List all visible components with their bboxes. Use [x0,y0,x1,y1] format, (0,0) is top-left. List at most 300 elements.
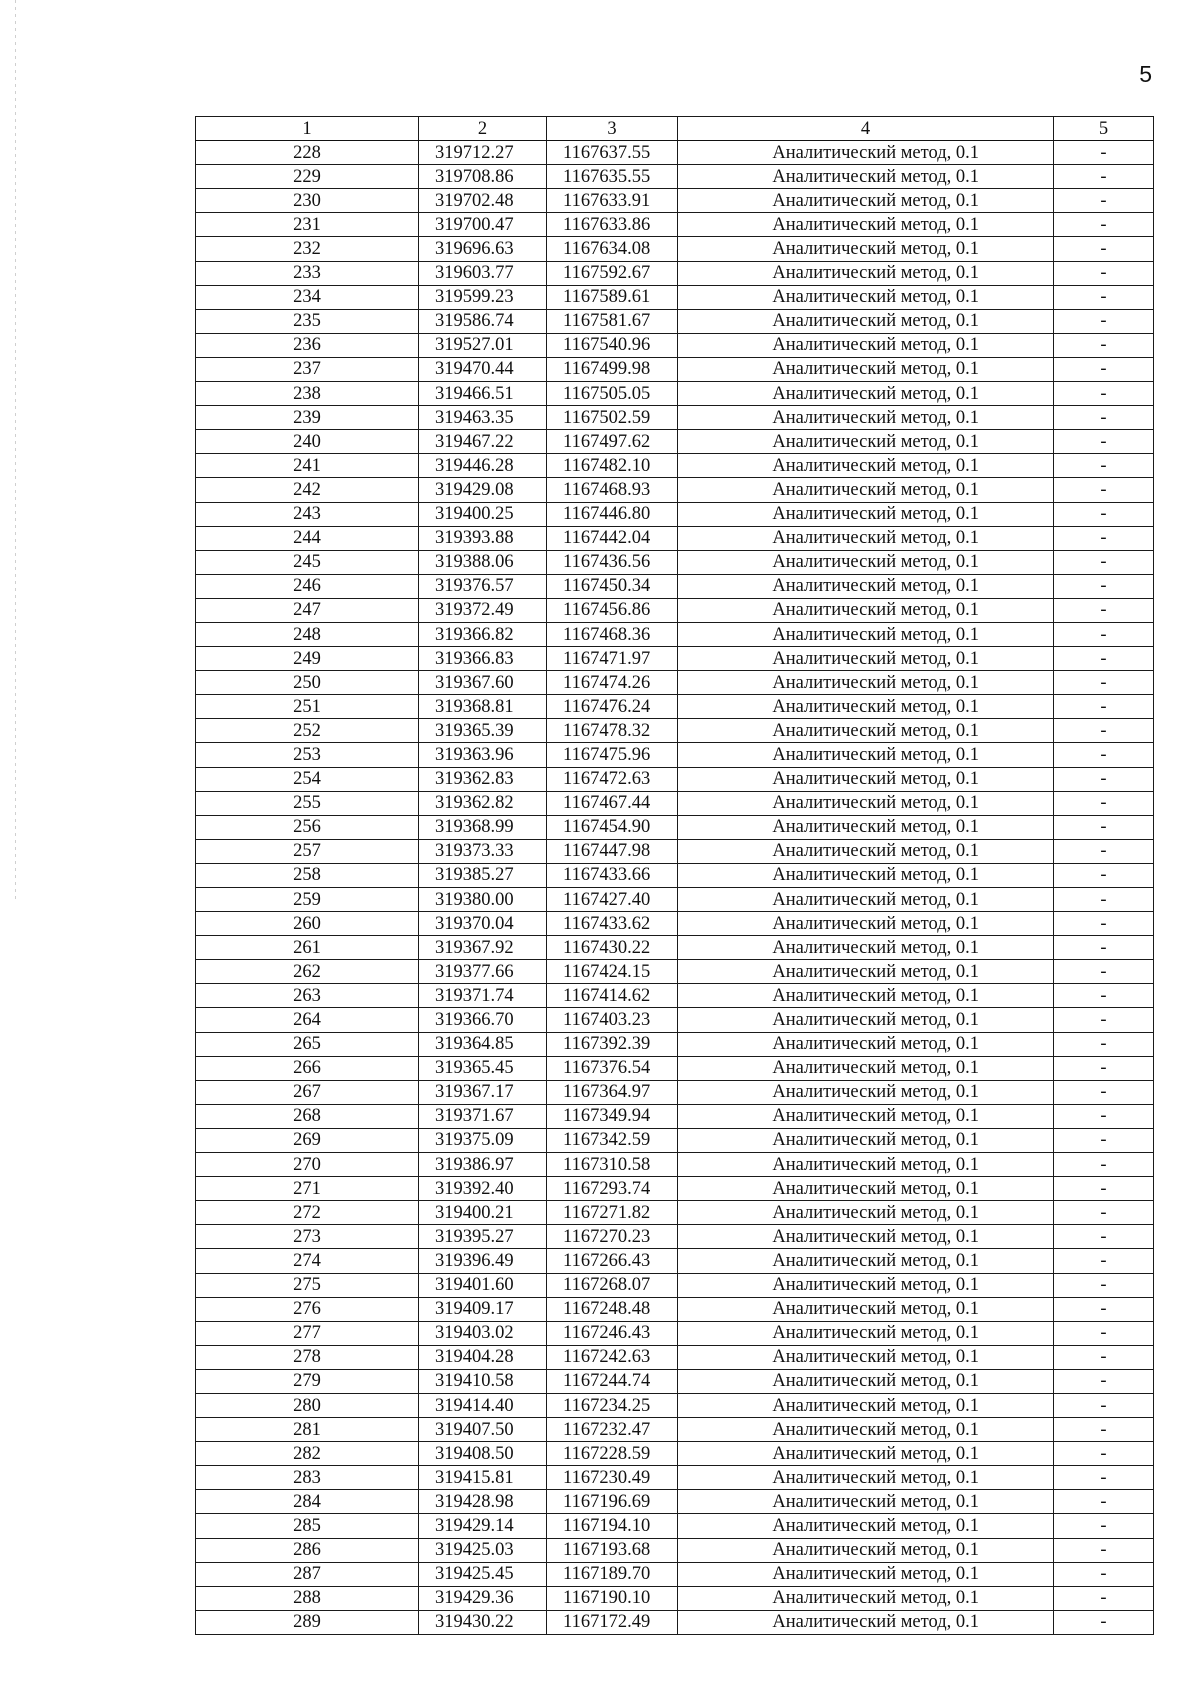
x-coordinate-cell: 319388.06 [419,550,547,574]
point-number-cell: 236 [196,333,419,357]
note-cell: - [1054,1225,1154,1249]
point-number-cell: 266 [196,1056,419,1080]
method-cell: Аналитический метод, 0.1 [678,1538,1054,1562]
point-number-cell: 250 [196,671,419,695]
y-coordinate-cell: 1167433.66 [547,863,678,887]
x-coordinate-cell: 319425.03 [419,1538,547,1562]
y-coordinate-cell: 1167266.43 [547,1249,678,1273]
method-cell: Аналитический метод, 0.1 [678,791,1054,815]
method-cell: Аналитический метод, 0.1 [678,213,1054,237]
method-cell: Аналитический метод, 0.1 [678,1056,1054,1080]
point-number-cell: 261 [196,936,419,960]
x-coordinate-cell: 319400.25 [419,502,547,526]
table-row [196,1345,1154,1369]
point-number-cell: 247 [196,598,419,622]
note-cell: - [1054,1201,1154,1225]
method-cell: Аналитический метод, 0.1 [678,767,1054,791]
point-number-cell: 244 [196,526,419,550]
x-coordinate-cell: 319366.83 [419,647,547,671]
note-cell: - [1054,1321,1154,1345]
point-number-cell: 270 [196,1153,419,1177]
method-cell: Аналитический метод, 0.1 [678,237,1054,261]
x-coordinate-cell: 319371.74 [419,984,547,1008]
point-number-cell: 242 [196,478,419,502]
point-number-cell: 279 [196,1369,419,1393]
point-number-cell: 243 [196,502,419,526]
note-cell: - [1054,671,1154,695]
table-header [196,117,1154,141]
point-number-cell: 267 [196,1080,419,1104]
point-number-cell: 249 [196,647,419,671]
y-coordinate-cell: 1167196.69 [547,1490,678,1514]
note-cell: - [1054,1418,1154,1442]
table-row [196,960,1154,984]
method-cell: Аналитический метод, 0.1 [678,1586,1054,1610]
header-col-3: 3 [547,117,678,141]
table-row [196,622,1154,646]
header-col-2: 2 [419,117,547,141]
note-cell: - [1054,478,1154,502]
method-cell: Аналитический метод, 0.1 [678,960,1054,984]
x-coordinate-cell: 319410.58 [419,1369,547,1393]
method-cell: Аналитический метод, 0.1 [678,1490,1054,1514]
point-number-cell: 237 [196,357,419,381]
x-coordinate-cell: 319429.14 [419,1514,547,1538]
y-coordinate-cell: 1167228.59 [547,1442,678,1466]
method-cell: Аналитический метод, 0.1 [678,1442,1054,1466]
method-cell: Аналитический метод, 0.1 [678,1273,1054,1297]
table-row [196,1032,1154,1056]
x-coordinate-cell: 319428.98 [419,1490,547,1514]
header-row [196,117,1154,141]
table-row [196,430,1154,454]
table-row [196,454,1154,478]
method-cell: Аналитический метод, 0.1 [678,1128,1054,1152]
x-coordinate-cell: 319366.82 [419,622,547,646]
method-cell: Аналитический метод, 0.1 [678,550,1054,574]
table-row [196,1297,1154,1321]
method-cell: Аналитический метод, 0.1 [678,671,1054,695]
x-coordinate-cell: 319367.60 [419,671,547,695]
table-row [196,1249,1154,1273]
note-cell: - [1054,719,1154,743]
point-number-cell: 246 [196,574,419,598]
point-number-cell: 265 [196,1032,419,1056]
x-coordinate-cell: 319376.57 [419,574,547,598]
point-number-cell: 260 [196,912,419,936]
coordinates-table [195,116,1154,1635]
y-coordinate-cell: 1167190.10 [547,1586,678,1610]
x-coordinate-cell: 319368.99 [419,815,547,839]
note-cell: - [1054,1442,1154,1466]
point-number-cell: 273 [196,1225,419,1249]
table-row [196,1586,1154,1610]
method-cell: Аналитический метод, 0.1 [678,1393,1054,1417]
method-cell: Аналитический метод, 0.1 [678,406,1054,430]
y-coordinate-cell: 1167474.26 [547,671,678,695]
y-coordinate-cell: 1167478.32 [547,719,678,743]
point-number-cell: 272 [196,1201,419,1225]
table-row [196,1056,1154,1080]
x-coordinate-cell: 319370.04 [419,912,547,936]
note-cell: - [1054,285,1154,309]
note-cell: - [1054,1104,1154,1128]
note-cell: - [1054,695,1154,719]
y-coordinate-cell: 1167497.62 [547,430,678,454]
y-coordinate-cell: 1167293.74 [547,1177,678,1201]
method-cell: Аналитический метод, 0.1 [678,1369,1054,1393]
table-row [196,1514,1154,1538]
point-number-cell: 275 [196,1273,419,1297]
method-cell: Аналитический метод, 0.1 [678,285,1054,309]
point-number-cell: 232 [196,237,419,261]
table-row [196,213,1154,237]
point-number-cell: 263 [196,984,419,1008]
table-row [196,1369,1154,1393]
table-row [196,382,1154,406]
note-cell: - [1054,1128,1154,1152]
y-coordinate-cell: 1167442.04 [547,526,678,550]
y-coordinate-cell: 1167242.63 [547,1345,678,1369]
table-row [196,1008,1154,1032]
point-number-cell: 258 [196,863,419,887]
note-cell: - [1054,1153,1154,1177]
method-cell: Аналитический метод, 0.1 [678,574,1054,598]
x-coordinate-cell: 319371.67 [419,1104,547,1128]
method-cell: Аналитический метод, 0.1 [678,984,1054,1008]
x-coordinate-cell: 319380.00 [419,888,547,912]
table-row [196,478,1154,502]
x-coordinate-cell: 319696.63 [419,237,547,261]
point-number-cell: 241 [196,454,419,478]
point-number-cell: 277 [196,1321,419,1345]
method-cell: Аналитический метод, 0.1 [678,382,1054,406]
y-coordinate-cell: 1167194.10 [547,1514,678,1538]
x-coordinate-cell: 319407.50 [419,1418,547,1442]
y-coordinate-cell: 1167637.55 [547,141,678,165]
note-cell: - [1054,357,1154,381]
note-cell: - [1054,984,1154,1008]
method-cell: Аналитический метод, 0.1 [678,936,1054,960]
note-cell: - [1054,526,1154,550]
method-cell: Аналитический метод, 0.1 [678,1249,1054,1273]
method-cell: Аналитический метод, 0.1 [678,478,1054,502]
x-coordinate-cell: 319362.83 [419,767,547,791]
method-cell: Аналитический метод, 0.1 [678,719,1054,743]
y-coordinate-cell: 1167467.44 [547,791,678,815]
method-cell: Аналитический метод, 0.1 [678,647,1054,671]
table-row [196,1321,1154,1345]
x-coordinate-cell: 319430.22 [419,1610,547,1634]
point-number-cell: 255 [196,791,419,815]
table-row [196,550,1154,574]
y-coordinate-cell: 1167414.62 [547,984,678,1008]
table-row [196,406,1154,430]
table-row [196,1225,1154,1249]
y-coordinate-cell: 1167270.23 [547,1225,678,1249]
table-row [196,502,1154,526]
x-coordinate-cell: 319702.48 [419,189,547,213]
y-coordinate-cell: 1167635.55 [547,165,678,189]
note-cell: - [1054,1249,1154,1273]
method-cell: Аналитический метод, 0.1 [678,1418,1054,1442]
y-coordinate-cell: 1167349.94 [547,1104,678,1128]
note-cell: - [1054,1514,1154,1538]
method-cell: Аналитический метод, 0.1 [678,141,1054,165]
method-cell: Аналитический метод, 0.1 [678,1153,1054,1177]
y-coordinate-cell: 1167634.08 [547,237,678,261]
x-coordinate-cell: 319446.28 [419,454,547,478]
method-cell: Аналитический метод, 0.1 [678,1321,1054,1345]
method-cell: Аналитический метод, 0.1 [678,888,1054,912]
x-coordinate-cell: 319392.40 [419,1177,547,1201]
x-coordinate-cell: 319463.35 [419,406,547,430]
method-cell: Аналитический метод, 0.1 [678,1201,1054,1225]
point-number-cell: 264 [196,1008,419,1032]
y-coordinate-cell: 1167540.96 [547,333,678,357]
point-number-cell: 239 [196,406,419,430]
table-row [196,984,1154,1008]
method-cell: Аналитический метод, 0.1 [678,261,1054,285]
point-number-cell: 228 [196,141,419,165]
point-number-cell: 251 [196,695,419,719]
note-cell: - [1054,1393,1154,1417]
y-coordinate-cell: 1167234.25 [547,1393,678,1417]
y-coordinate-cell: 1167475.96 [547,743,678,767]
table-row [196,1490,1154,1514]
point-number-cell: 276 [196,1297,419,1321]
y-coordinate-cell: 1167230.49 [547,1466,678,1490]
x-coordinate-cell: 319375.09 [419,1128,547,1152]
method-cell: Аналитический метод, 0.1 [678,1345,1054,1369]
x-coordinate-cell: 319586.74 [419,309,547,333]
x-coordinate-cell: 319708.86 [419,165,547,189]
point-number-cell: 269 [196,1128,419,1152]
y-coordinate-cell: 1167268.07 [547,1273,678,1297]
method-cell: Аналитический метод, 0.1 [678,1466,1054,1490]
point-number-cell: 234 [196,285,419,309]
table-row [196,1466,1154,1490]
table-row [196,1128,1154,1152]
note-cell: - [1054,141,1154,165]
point-number-cell: 231 [196,213,419,237]
y-coordinate-cell: 1167364.97 [547,1080,678,1104]
x-coordinate-cell: 319386.97 [419,1153,547,1177]
table-row [196,912,1154,936]
note-cell: - [1054,454,1154,478]
note-cell: - [1054,767,1154,791]
point-number-cell: 274 [196,1249,419,1273]
point-number-cell: 240 [196,430,419,454]
table-row [196,1080,1154,1104]
point-number-cell: 229 [196,165,419,189]
table-row [196,357,1154,381]
y-coordinate-cell: 1167447.98 [547,839,678,863]
method-cell: Аналитический метод, 0.1 [678,430,1054,454]
note-cell: - [1054,912,1154,936]
table-row [196,1177,1154,1201]
x-coordinate-cell: 319603.77 [419,261,547,285]
point-number-cell: 287 [196,1562,419,1586]
method-cell: Аналитический метод, 0.1 [678,1225,1054,1249]
x-coordinate-cell: 319377.66 [419,960,547,984]
x-coordinate-cell: 319409.17 [419,1297,547,1321]
y-coordinate-cell: 1167376.54 [547,1056,678,1080]
note-cell: - [1054,502,1154,526]
point-number-cell: 238 [196,382,419,406]
x-coordinate-cell: 319365.39 [419,719,547,743]
note-cell: - [1054,1538,1154,1562]
y-coordinate-cell: 1167456.86 [547,598,678,622]
note-cell: - [1054,1297,1154,1321]
point-number-cell: 257 [196,839,419,863]
note-cell: - [1054,647,1154,671]
x-coordinate-cell: 319467.22 [419,430,547,454]
point-number-cell: 268 [196,1104,419,1128]
point-number-cell: 235 [196,309,419,333]
y-coordinate-cell: 1167633.86 [547,213,678,237]
point-number-cell: 252 [196,719,419,743]
method-cell: Аналитический метод, 0.1 [678,357,1054,381]
y-coordinate-cell: 1167436.56 [547,550,678,574]
y-coordinate-cell: 1167592.67 [547,261,678,285]
point-number-cell: 259 [196,888,419,912]
method-cell: Аналитический метод, 0.1 [678,1610,1054,1634]
x-coordinate-cell: 319599.23 [419,285,547,309]
method-cell: Аналитический метод, 0.1 [678,1032,1054,1056]
x-coordinate-cell: 319425.45 [419,1562,547,1586]
method-cell: Аналитический метод, 0.1 [678,189,1054,213]
coordinates-table-wrapper [195,116,1153,1635]
point-number-cell: 278 [196,1345,419,1369]
note-cell: - [1054,1466,1154,1490]
note-cell: - [1054,839,1154,863]
method-cell: Аналитический метод, 0.1 [678,454,1054,478]
note-cell: - [1054,189,1154,213]
point-number-cell: 230 [196,189,419,213]
table-row [196,743,1154,767]
point-number-cell: 285 [196,1514,419,1538]
x-coordinate-cell: 319385.27 [419,863,547,887]
table-row [196,936,1154,960]
header-col-4: 4 [678,117,1054,141]
x-coordinate-cell: 319466.51 [419,382,547,406]
point-number-cell: 262 [196,960,419,984]
y-coordinate-cell: 1167482.10 [547,454,678,478]
table-row [196,1610,1154,1634]
scan-edge-mark [15,0,16,900]
table-row [196,839,1154,863]
method-cell: Аналитический метод, 0.1 [678,333,1054,357]
y-coordinate-cell: 1167193.68 [547,1538,678,1562]
method-cell: Аналитический метод, 0.1 [678,502,1054,526]
y-coordinate-cell: 1167271.82 [547,1201,678,1225]
method-cell: Аналитический метод, 0.1 [678,1297,1054,1321]
note-cell: - [1054,1056,1154,1080]
point-number-cell: 286 [196,1538,419,1562]
table-row [196,1562,1154,1586]
point-number-cell: 283 [196,1466,419,1490]
table-row [196,1153,1154,1177]
x-coordinate-cell: 319527.01 [419,333,547,357]
method-cell: Аналитический метод, 0.1 [678,309,1054,333]
table-row [196,719,1154,743]
table-row [196,1418,1154,1442]
x-coordinate-cell: 319395.27 [419,1225,547,1249]
x-coordinate-cell: 319414.40 [419,1393,547,1417]
point-number-cell: 289 [196,1610,419,1634]
table-row [196,285,1154,309]
table-row [196,141,1154,165]
method-cell: Аналитический метод, 0.1 [678,526,1054,550]
note-cell: - [1054,815,1154,839]
point-number-cell: 288 [196,1586,419,1610]
point-number-cell: 280 [196,1393,419,1417]
y-coordinate-cell: 1167468.93 [547,478,678,502]
method-cell: Аналитический метод, 0.1 [678,863,1054,887]
table-row [196,1273,1154,1297]
note-cell: - [1054,1032,1154,1056]
note-cell: - [1054,936,1154,960]
table-row [196,1393,1154,1417]
table-row [196,863,1154,887]
y-coordinate-cell: 1167424.15 [547,960,678,984]
note-cell: - [1054,1586,1154,1610]
x-coordinate-cell: 319363.96 [419,743,547,767]
table-row [196,574,1154,598]
table-row [196,309,1154,333]
y-coordinate-cell: 1167232.47 [547,1418,678,1442]
x-coordinate-cell: 319365.45 [419,1056,547,1080]
method-cell: Аналитический метод, 0.1 [678,912,1054,936]
note-cell: - [1054,1273,1154,1297]
note-cell: - [1054,1490,1154,1514]
x-coordinate-cell: 319372.49 [419,598,547,622]
method-cell: Аналитический метод, 0.1 [678,165,1054,189]
x-coordinate-cell: 319429.36 [419,1586,547,1610]
point-number-cell: 233 [196,261,419,285]
x-coordinate-cell: 319396.49 [419,1249,547,1273]
table-row [196,1201,1154,1225]
header-col-1: 1 [196,117,419,141]
y-coordinate-cell: 1167403.23 [547,1008,678,1032]
x-coordinate-cell: 319368.81 [419,695,547,719]
method-cell: Аналитический метод, 0.1 [678,695,1054,719]
x-coordinate-cell: 319700.47 [419,213,547,237]
x-coordinate-cell: 319367.17 [419,1080,547,1104]
y-coordinate-cell: 1167430.22 [547,936,678,960]
y-coordinate-cell: 1167446.80 [547,502,678,526]
table-row [196,695,1154,719]
note-cell: - [1054,1008,1154,1032]
note-cell: - [1054,550,1154,574]
table-row [196,598,1154,622]
note-cell: - [1054,406,1154,430]
x-coordinate-cell: 319400.21 [419,1201,547,1225]
table-row [196,647,1154,671]
point-number-cell: 256 [196,815,419,839]
y-coordinate-cell: 1167392.39 [547,1032,678,1056]
point-number-cell: 253 [196,743,419,767]
page-number: 5 [1139,61,1152,87]
method-cell: Аналитический метод, 0.1 [678,1104,1054,1128]
method-cell: Аналитический метод, 0.1 [678,839,1054,863]
y-coordinate-cell: 1167427.40 [547,888,678,912]
x-coordinate-cell: 319367.92 [419,936,547,960]
y-coordinate-cell: 1167342.59 [547,1128,678,1152]
method-cell: Аналитический метод, 0.1 [678,1008,1054,1032]
table-body [196,141,1154,1635]
